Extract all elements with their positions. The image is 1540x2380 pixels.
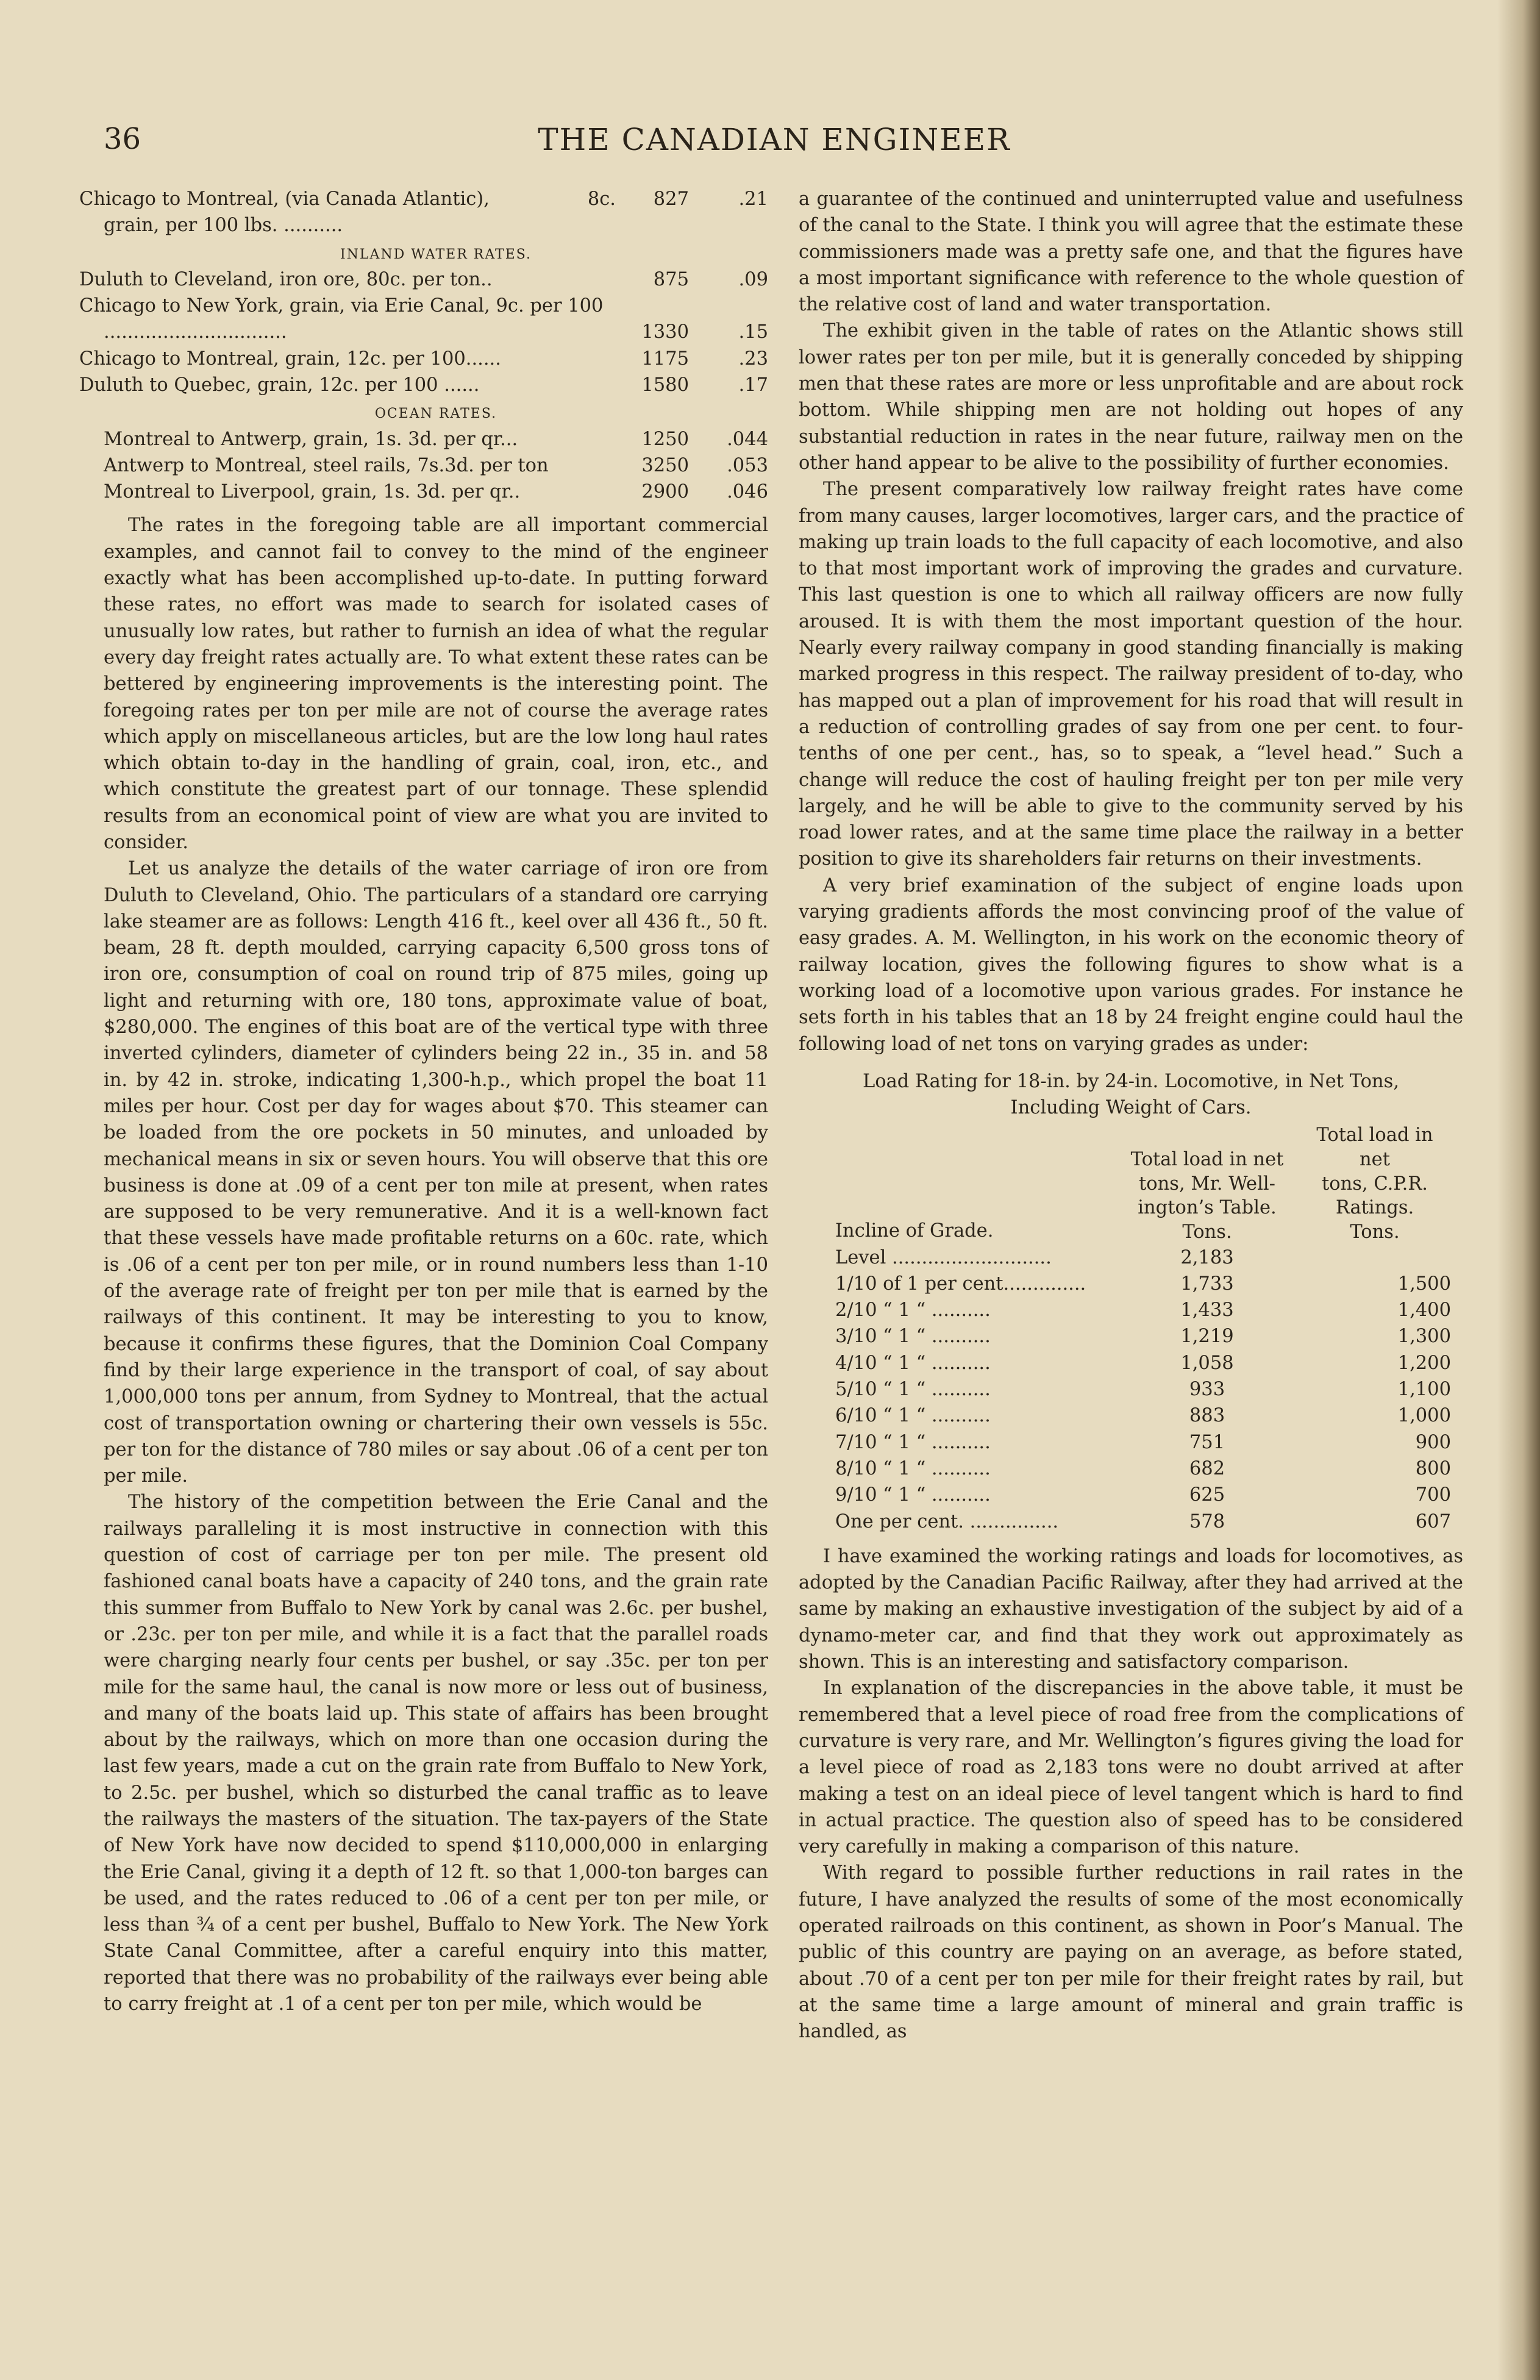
grade-cell: 5/10 “ 1 “ .......... [835,1379,991,1401]
rate-desc: Duluth to Cleveland, iron ore, 80c. per ton.. [79,268,493,290]
cpr-cell: 1,400 [1397,1299,1451,1321]
cpr-cell: 1,200 [1397,1352,1451,1374]
cpr-cell: 900 [1415,1431,1451,1453]
paragraph: I have examined the working ratings and loads for locomotives, as adopted by the Canadian Pacific Railway, after they had arrived at the same by making an exhaustive investigation of the subject by aid of a dynamo-meter car, and find that they work out approximately as shown. This is an interesting and satisfactory comparison. [799,1545,1463,1673]
rate-desc: Chicago to New York, grain, via Erie Canal, 9c. per 100 ............................... [79,295,604,343]
journal-title: THE CANADIAN ENGINEER [538,122,1011,157]
wellington-cell: 751 [1189,1431,1225,1453]
table-row [799,1297,1463,1323]
grade-cell: 9/10 “ 1 “ .......... [835,1484,991,1506]
grade-cell: 6/10 “ 1 “ .......... [835,1405,991,1427]
table-row [799,1323,1463,1349]
paragraph: In explanation of the discrepancies in the above table, it must be remembered that a level piece of road free from the complications of curvature is very rare, and Mr. Wellington’s figures giving the load for a level piece of road as 2,183 tons were no doubt arrived at after making a test on an ideal piece of level tangent which is hard to find in actual practice. The question also of speed has to be considered very carefully in making a comparison of this nature. [799,1678,1463,1858]
grade-cell: Level ........................... [835,1246,1052,1268]
header-line: ington’s Table. [1138,1197,1277,1219]
rate-miles: 1250 [641,428,689,450]
paragraph: The rates in the foregoing table are all important commercial examples, and cannot fail to convey to the mind of the engineer exactly what has been accomplished up-to-date. In putting forward these rates, no effort was made to search for isolated cases of unusually low rates, but rather to furnish an idea of what the regular every day freight rates actually are. To what extent these rates can be bettered by engineering improvements is the interesting point. The foregoing rates per ton per mile are not of course the average rates which apply on miscellaneous articles, but are the low long haul rates which obtain to-day in the handling of grain, coal, iron, etc., and which constitute the greatest part of our tonnage. These splendid results from an economical point of view are what you are invited to consider. [104,515,768,853]
table-row [104,186,768,239]
wellington-cell: 883 [1189,1405,1225,1427]
ocean-heading: OCEAN RATES. [374,406,497,422]
cpr-cell: 1,300 [1397,1326,1451,1348]
load-rating-table [799,1123,1463,1534]
rate-miles: 1330 [641,321,689,343]
header-line: Tons. [1182,1221,1232,1243]
rate-cents: .17 [738,374,768,396]
rate-price: 8c. [587,188,616,210]
paragraph: Let us analyze the details of the water carriage of iron ore from Duluth to Cleveland, Ohio. The particulars of a standard ore carrying lake steamer are as follows: Length 416 ft., keel over all 436 ft., 50 ft. beam, 28 ft. depth moulded, carrying capacity 6,500 gross tons of iron ore, consumption of coal on round trip of 875 miles, going up light and returning with ore, 180 tons, approximate value of boat, $280,000. The engines of this boat are of the vertical type with three inverted cylinders, diameter of cylinders being 22 in., 35 in. and 58 in. by 42 in. stroke, indicating 1,300-h.p., which propel the boat 11 miles per hour. Cost per day for wages about $70. This steamer can be loaded from the ore pockets in 50 minutes, and unloaded by mechanical means in six or seven hours. You will observe that this ore business is done at .09 of a cent per ton mile at present, when rates are supposed to be very remunerative. And it is a well-known fact that these vessels have made profitable returns on a 60c. rate, which is .06 of a cent per ton per mile, or in round numbers less than 1-10 of the average rate of freight per ton per mile that is earned by the railways of this continent. It may be interesting to you to know, because it confirms these figures, that the Dominion Coal Company find by their large experience in the transport of coal, of say about 1,000,000 tons per annum, from Sydney to Montreal, that the actual cost of transportation owning or chartering their own vessels is 55c. per ton for the distance of 780 miles or say about .06 of a cent per ton per mile. [104,858,768,1487]
rate-miles: 1175 [641,348,689,370]
paragraph: A very brief examination of the subject of engine loads upon varying gradients affords the most convincing proof of the value of easy grades. A. M. Wellington, in his work on the economic theory of railway location, gives the following figures to show what is a working load of a locomotive upon various grades. For instance he sets forth in his tables that an 18 by 24 freight engine could haul the following load of net tons on varying grades as under: [799,874,1463,1055]
right-column [799,186,1463,2045]
paragraph: The present comparatively low railway freight rates have come from many causes, larger locomotives, larger cars, and the practice of making up train loads to the full capacity of each locomotive, and also to that most important work of improving the grades and curvature. This last question is one to which all railway officers are now fully aroused. It is with them the most important question of the hour. Nearly every railway company in good standing financially is making marked progress in this respect. The railway president of to-day, who has mapped out a plan of improvement for his road that will result in a reduction of controlling grades of say from one per cent. to four-tenths of one per cent., has, so to speak, a “level head.” Such a change will reduce the cost of hauling freight per ton per mile very largely, and he will be able to give to the community served by his road lower rates, and at the same time place the railway in a better position to give its shareholders fair returns on their investments. [799,479,1463,870]
wellington-cell: 1,058 [1180,1352,1234,1374]
table-row [799,1245,1463,1271]
rates-table-top [79,186,768,239]
grade-cell: 8/10 “ 1 “ .......... [835,1457,991,1479]
wellington-cell: 1,733 [1180,1273,1234,1295]
table-row [104,479,768,505]
cpr-cell: 607 [1415,1510,1451,1532]
rate-cents: .053 [727,454,768,476]
column-header-grade: Incline of Grade. [835,1220,994,1242]
cpr-cell: 1,100 [1397,1379,1451,1401]
table-row [104,266,768,293]
wellington-cell: 682 [1189,1457,1225,1479]
header-line: Total load in net [1316,1124,1433,1171]
table-row [799,1509,1463,1535]
grade-cell: 2/10 “ 1 “ .......... [835,1299,991,1321]
ocean-rates-table [104,426,768,506]
wellington-cell: 1,433 [1180,1299,1234,1321]
rate-desc: Montreal to Liverpool, grain, 1s. 3d. per qr.. [104,481,521,503]
header-line: Ratings. [1335,1197,1414,1219]
paragraph: With regard to possible further reductions in rail rates in the future, I have analyzed the results of some of the most economically operated railroads on this continent, as shown in Poor’s Manual. The public of this country are paying on an average, as before stated, about .70 of a cent per ton per mile for their freight rates by rail, but at the same time a large amount of mineral and grain traffic is handled, as [799,1862,1463,2043]
page-number: 36 [104,122,141,156]
table-header-row [799,1123,1463,1244]
grade-cell: 1/10 of 1 per cent.............. [835,1273,1086,1295]
table-row [799,1350,1463,1376]
rate-cents: .21 [738,188,768,210]
inland-heading: INLAND WATER RATES. [340,246,532,262]
rate-desc: Montreal to Antwerp, grain, 1s. 3d. per qr... [104,428,518,450]
table-row [104,452,768,479]
page-edge-shadow [1497,0,1540,2380]
paragraph: The exhibit given in the table of rates on the Atlantic shows still lower rates per ton per mile, but it is generally conceded by shipping men that these rates are more or less unprofitable and are about rock bottom. While shipping men are not holding out hopes of any substantial reduction in rates in the near future, railway men on the other hand appear to be alive to the possibility of further economies. [799,320,1463,474]
rate-cents: .15 [738,321,768,343]
table-row [104,426,768,452]
rate-desc: Chicago to Montreal, grain, 12c. per 100...... [79,348,501,370]
table-row [799,1376,1463,1403]
header-line: tons, C.P.R. [1322,1173,1428,1195]
rate-miles: 3250 [641,454,689,476]
cpr-cell: 1,500 [1397,1273,1451,1295]
header-line: Tons. [1350,1221,1400,1243]
rate-desc: Chicago to Montreal, (via Canada Atlantic), grain, per 100 lbs. .......... [79,188,490,237]
table-row [104,346,768,372]
cpr-cell: 1,000 [1397,1405,1451,1427]
table-row [799,1429,1463,1456]
load-table-title [799,1068,1463,1121]
table-row [799,1456,1463,1482]
rate-desc: Duluth to Quebec, grain, 12c. per 100 ...... [79,374,480,396]
column-header-cpr [1299,1123,1463,1244]
rate-desc: Antwerp to Montreal, steel rails, 7s.3d. per ton [104,454,549,476]
wellington-cell: 2,183 [1180,1246,1234,1268]
rate-cents: .046 [727,481,768,503]
table-row [104,372,768,398]
inland-rates-table [79,266,768,398]
paragraph: The history of the competition between the Erie Canal and the railways paralleling it is most instructive in connection with this question of cost of carriage per ton per mile. The present old fashioned canal boats have a capacity of 240 tons, and the grain rate this summer from Buffalo to New York by canal was 2.6c. per bushel, or .23c. per ton per mile, and while it is a fact that the parallel roads were charging nearly four cents per bushel, or say .35c. per ton per mile for the same haul, the canal is now more or less out of business, and many of the boats laid up. This state of affairs has been brought about by the railways, which on more than one occasion during the last few years, made a cut on the grain rate from Buffalo to New York, to 2.5c. per bushel, which so disturbed the canal traffic as to leave the railways the masters of the situation. The tax-payers of the State of New York have now decided to spend $110,000,000 in enlarging the Erie Canal, giving it a depth of 12 ft. so that 1,000-ton barges can be used, and the rates reduced to .06 of a cent per ton per mile, or less than ¾ of a cent per bushel, Buffalo to New York. The New York State Canal Committee, after a careful enquiry into this matter, reported that there was no probability of the railways ever being able to carry freight at .1 of a cent per ton per mile, which would be [104,1492,768,2015]
paragraph: a guarantee of the continued and uninterrupted value and usefulness of the canal to the State. I think you will agree that the estimate these commissioners made was a pretty safe one, and that the figures have a most important significance with reference to the whole question of the relative cost of land and water transportation. [799,188,1463,316]
wellington-cell: 578 [1189,1510,1225,1532]
cpr-cell [1299,1245,1463,1271]
header-line: tons, Mr. Well- [1139,1173,1275,1195]
grade-cell: 4/10 “ 1 “ .......... [835,1352,991,1374]
header-line: Total load in net [1130,1149,1284,1171]
load-table-title-line2: Including Weight of Cars. [1010,1097,1252,1119]
page-header [104,122,1445,165]
load-table-title-line1: Load Rating for 18-in. by 24-in. Locomotive, in Net Tons, [862,1070,1400,1092]
table-row [799,1403,1463,1429]
left-column [79,186,768,2017]
rate-miles: 875 [653,268,689,290]
column-header-wellington [1116,1123,1299,1244]
table-row [104,293,768,346]
rate-miles: 2900 [641,481,689,503]
wellington-cell: 625 [1189,1484,1225,1506]
cpr-cell: 700 [1415,1484,1451,1506]
rate-miles: 827 [653,188,689,210]
load-table-body [799,1245,1463,1535]
table-row [799,1271,1463,1297]
grade-cell: 3/10 “ 1 “ .......... [835,1326,991,1348]
wellington-cell: 1,219 [1180,1326,1234,1348]
rate-miles: 1580 [641,374,689,396]
rate-cents: .09 [738,268,768,290]
wellington-cell: 933 [1189,1379,1225,1401]
rate-cents: .044 [727,428,768,450]
cpr-cell: 800 [1415,1457,1451,1479]
table-row [799,1482,1463,1508]
rate-cents: .23 [738,348,768,370]
grade-cell: 7/10 “ 1 “ .......... [835,1431,991,1453]
grade-cell: One per cent. ............... [835,1510,1059,1532]
